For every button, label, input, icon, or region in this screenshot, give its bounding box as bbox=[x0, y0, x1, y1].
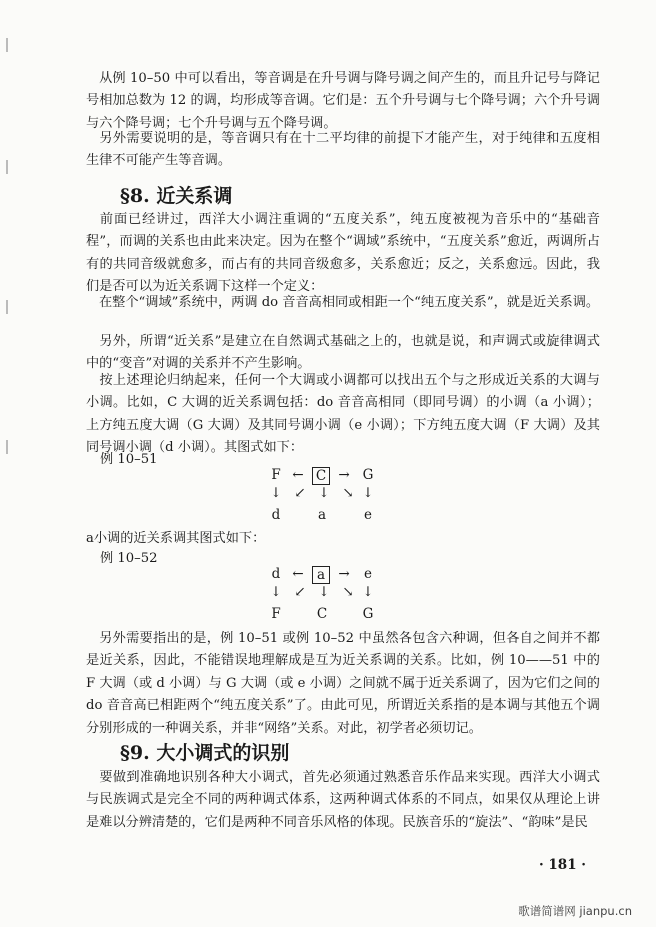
page-number: · 181 · bbox=[539, 857, 586, 873]
key-label: G bbox=[362, 467, 374, 483]
paragraph-2: 另外需要说明的是，等音调只有在十二平均律的前提下才能产生，对于纯律和五度相生律不可能产生等音调。 bbox=[86, 131, 600, 169]
key-label: e bbox=[364, 507, 372, 523]
arrow: ↓ bbox=[362, 584, 374, 600]
paragraph-3: 前面已经讲过，西洋大小调注重调的“五度关系”，纯五度被视为音乐中的“基础音程”，而调的关系也由此来决定。因为在整个“调域”系统中，“五度关系”愈近，两调所占有的共同音级就愈多，而占有的共同音级愈多，关系愈近；反之，关系愈远。因此，我们是否可以为近关系调下这样一个定义： bbox=[86, 212, 600, 295]
paragraph-4: 在整个“调域”系统中，两调 do 音音高相同或相距一个“纯五度关系”，就是近关系调。 bbox=[99, 295, 600, 310]
example-label-51: 例 10–51 bbox=[100, 452, 158, 467]
diagram-10-52 bbox=[264, 566, 384, 626]
key-label: C bbox=[316, 606, 328, 622]
arrow: ← bbox=[292, 467, 304, 483]
example-label-52: 例 10–52 bbox=[100, 551, 158, 566]
key-label: e bbox=[364, 566, 372, 582]
arrow: ↙ bbox=[294, 485, 306, 501]
arrow: ↘ bbox=[342, 485, 354, 501]
paragraph-7: a小调的近关系调其图式如下： bbox=[86, 531, 266, 546]
key-label: a bbox=[317, 507, 327, 523]
arrow: → bbox=[338, 566, 350, 582]
paragraph-5: 另外，所谓“近关系”是建立在自然调式基础之上的，也就是说，和声调式或旋律调式中的“变音”对调的关系并不产生影响。 bbox=[86, 334, 600, 372]
margin-mark bbox=[6, 440, 8, 454]
arrow: ↓ bbox=[318, 584, 330, 600]
arrow: ↓ bbox=[270, 584, 282, 600]
center-key-box: C bbox=[312, 467, 330, 485]
margin-mark bbox=[6, 38, 8, 52]
arrow: → bbox=[338, 467, 350, 483]
diagram-10-51 bbox=[264, 467, 384, 527]
key-label: d bbox=[271, 507, 281, 523]
paragraph-1: 从例 10–50 中可以看出，等音调是在升号调与降号调之间产生的，而且升记号与降记号相加总数为 12 的调，均形成等音调。它们是：五个升号调与七个降号调；六个升号调与六个降号调；七个升号调与五个降号调。 bbox=[86, 71, 600, 131]
section-heading-9: §9. 大小调式的识别 bbox=[120, 742, 290, 764]
key-label: G bbox=[362, 606, 374, 622]
arrow: ↙ bbox=[294, 584, 306, 600]
margin-mark bbox=[6, 160, 8, 174]
key-label: F bbox=[271, 467, 281, 483]
center-key-box: a bbox=[312, 566, 330, 584]
arrow: ↓ bbox=[270, 485, 282, 501]
paragraph-6: 按上述理论归纳起来，任何一个大调或小调都可以找出五个与之形成近关系的大调与小调。比如，C 大调的近关系调包括：do 音音高相同（即同号调）的小调（a 小调）；上方纯五度大调（G 大调）及其同号调小调（e 小调）；下方纯五度大调（F 大调）及其同号调小调（d 小调）。其图式如下： bbox=[86, 373, 600, 456]
paragraph-8: 另外需要指出的是，例 10–51 或例 10–52 中虽然各包含六种调，但各自之间并不都是近关系，因此，不能错误地理解成是互为近关系调的关系。比如，例 10——51 中的 F 大调（或 d 小调）与 G 大调（或 e 小调）之间就不属于近关系调了，因为它们之间的 do 音音高已相距两个“纯五度关系”了。由此可见，所谓近关系指的是本调与其他五个调分别形成的一种调关系，并非“网络”关系。对此，初学者必须切记。 bbox=[86, 631, 600, 736]
key-label: d bbox=[271, 566, 281, 582]
key-label: F bbox=[271, 606, 281, 622]
margin-mark bbox=[6, 300, 8, 314]
arrow: ↓ bbox=[362, 485, 374, 501]
section-heading-8: §8. 近关系调 bbox=[120, 185, 233, 207]
watermark-footer: 歌谱简谱网 jianpu.cn bbox=[518, 904, 632, 918]
arrow: ↘ bbox=[342, 584, 354, 600]
arrow: ← bbox=[292, 566, 304, 582]
arrow: ↓ bbox=[318, 485, 330, 501]
paragraph-9: 要做到准确地识别各种大小调式，首先必须通过熟悉音乐作品来实现。西洋大小调式与民族调式是完全不同的两种调式体系，这两种调式体系的不同点，如果仅从理论上讲是难以分辨清楚的，它们是两种不同音乐风格的体现。民族音乐的“旋法”、“韵味”是民 bbox=[86, 770, 600, 830]
